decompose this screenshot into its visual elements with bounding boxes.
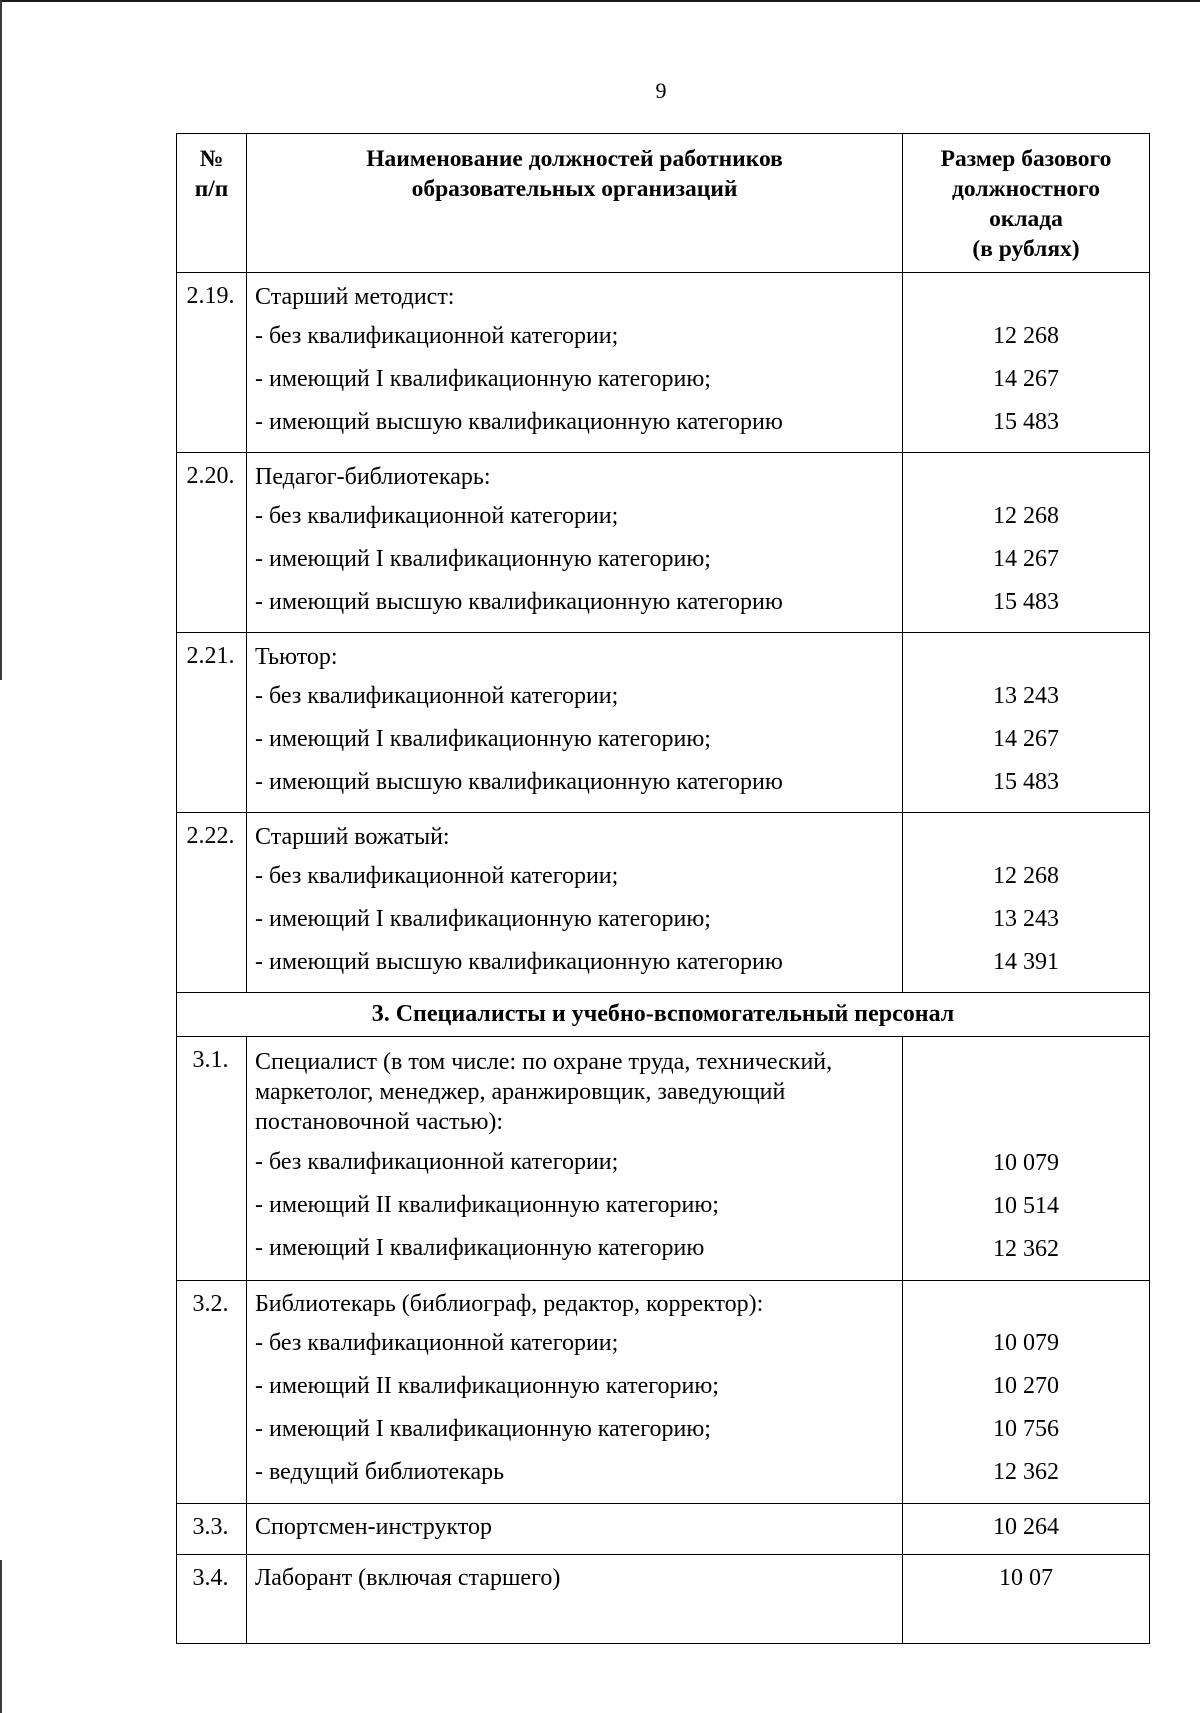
salary-value: 13 243 xyxy=(993,906,1059,933)
table-row xyxy=(177,1280,1150,1503)
salary-cell xyxy=(903,453,1150,633)
position-cell xyxy=(247,813,903,993)
category-label: - без квалификационной категории; xyxy=(255,323,619,350)
category-label: - имеющий II квалификационную категорию; xyxy=(255,1192,719,1219)
salary-value: 15 483 xyxy=(993,409,1059,436)
position-title: Старший методист: xyxy=(255,283,455,310)
salary-value: 10 756 xyxy=(993,1416,1059,1443)
salary-value: 10 079 xyxy=(993,1330,1059,1357)
scan-border-top xyxy=(0,0,1200,2)
category-label: - имеющий высшую квалификационную категорию xyxy=(255,949,783,976)
row-number: 3.1. xyxy=(177,1036,247,1280)
table-row xyxy=(177,633,1150,813)
category-label: - имеющий высшую квалификационную категорию xyxy=(255,409,783,436)
table-row xyxy=(177,453,1150,633)
section-title: 3. Специалисты и учебно-вспомогательный персонал xyxy=(177,993,1150,1036)
salary-value: 10 270 xyxy=(993,1373,1059,1400)
salary-blank xyxy=(903,639,1149,675)
position-title: Старший вожатый: xyxy=(255,823,450,850)
category-label: - имеющий высшую квалификационную категорию xyxy=(255,589,783,616)
category-label: - имеющий I квалификационную категорию xyxy=(255,1235,705,1262)
position-cell xyxy=(247,1503,903,1554)
position-title: Тьютор: xyxy=(255,643,338,670)
category-label: - имеющий I квалификационную категорию; xyxy=(255,1416,711,1443)
position-title: Лаборант (включая старшего) xyxy=(255,1564,561,1591)
salary-value: 15 483 xyxy=(993,589,1059,616)
position-cell xyxy=(247,453,903,633)
header-num: № п/п xyxy=(177,134,247,273)
salary-value: 12 268 xyxy=(993,323,1059,350)
salary-cell xyxy=(903,1036,1150,1280)
position-title: Педагог-библиотекарь: xyxy=(255,463,491,490)
category-label: - имеющий I квалификационную категорию; xyxy=(255,906,711,933)
row-number: 3.4. xyxy=(177,1554,247,1643)
position-cell xyxy=(247,633,903,813)
salary-value: 12 268 xyxy=(993,863,1059,890)
salary-blank xyxy=(903,279,1149,315)
row-number: 2.21. xyxy=(177,633,247,813)
salary-value: 13 243 xyxy=(993,683,1059,710)
category-label: - без квалификационной категории; xyxy=(255,683,619,710)
position-title: Специалист (в том числе: по охране труда, технический, маркетолог, менеджер, аранжировщик, заведующий постановочной частью): xyxy=(255,1048,833,1136)
category-label: - без квалификационной категории; xyxy=(255,1330,619,1357)
row-number: 2.20. xyxy=(177,453,247,633)
section-row xyxy=(177,993,1150,1036)
salary-cell xyxy=(903,633,1150,813)
salary-value: 12 362 xyxy=(993,1236,1059,1263)
salary-value: 10 264 xyxy=(993,1513,1059,1540)
table-row xyxy=(177,813,1150,993)
row-number: 3.2. xyxy=(177,1280,247,1503)
position-title: Библиотекарь (библиограф, редактор, корректор): xyxy=(255,1290,764,1317)
row-number: 2.22. xyxy=(177,813,247,993)
category-label: - ведущий библиотекарь xyxy=(255,1459,505,1486)
position-title: Спортсмен-инструктор xyxy=(255,1513,492,1540)
header-name: Наименование должностей работников образовательных организаций xyxy=(247,134,903,273)
salary-cell xyxy=(903,1503,1150,1554)
salary-blank xyxy=(903,1287,1149,1323)
position-cell xyxy=(247,1036,903,1280)
page-number: 9 xyxy=(655,78,667,103)
salary-value: 10 514 xyxy=(993,1193,1059,1220)
salary-value: 14 267 xyxy=(993,366,1059,393)
salary-blank xyxy=(903,459,1149,495)
table-row xyxy=(177,1503,1150,1554)
salary-cell xyxy=(903,1554,1150,1643)
salary-value: 12 362 xyxy=(993,1459,1059,1486)
position-cell xyxy=(247,1554,903,1643)
table-row xyxy=(177,273,1150,453)
salary-cell xyxy=(903,273,1150,453)
salary-value: 12 268 xyxy=(993,503,1059,530)
row-number: 3.3. xyxy=(177,1503,247,1554)
table-row xyxy=(177,1036,1150,1280)
category-label: - имеющий I квалификационную категорию; xyxy=(255,546,711,573)
table-header-row xyxy=(177,134,1150,273)
header-salary: Размер базового должностного оклада (в рублях) xyxy=(903,134,1150,273)
salary-value: 14 267 xyxy=(993,726,1059,753)
salary-value: 14 267 xyxy=(993,546,1059,573)
table-row xyxy=(177,1554,1150,1643)
salary-value: 15 483 xyxy=(993,769,1059,796)
position-cell xyxy=(247,1280,903,1503)
salary-value: 14 391 xyxy=(993,949,1059,976)
category-label: - имеющий II квалификационную категорию; xyxy=(255,1373,719,1400)
salary-value: 10 07 xyxy=(999,1564,1053,1591)
salary-table xyxy=(176,133,1150,1644)
row-number: 2.19. xyxy=(177,273,247,453)
salary-cell xyxy=(903,1280,1150,1503)
salary-blank xyxy=(903,819,1149,855)
category-label: - имеющий высшую квалификационную категорию xyxy=(255,769,783,796)
salary-value: 10 079 xyxy=(993,1150,1059,1177)
salary-cell xyxy=(903,813,1150,993)
position-cell xyxy=(247,273,903,453)
scan-border-left xyxy=(0,1560,2,1713)
category-label: - имеющий I квалификационную категорию; xyxy=(255,726,711,753)
salary-blank xyxy=(903,1043,1149,1143)
category-label: - без квалификационной категории; xyxy=(255,1149,619,1176)
category-label: - без квалификационной категории; xyxy=(255,503,619,530)
category-label: - без квалификационной категории; xyxy=(255,863,619,890)
category-label: - имеющий I квалификационную категорию; xyxy=(255,366,711,393)
